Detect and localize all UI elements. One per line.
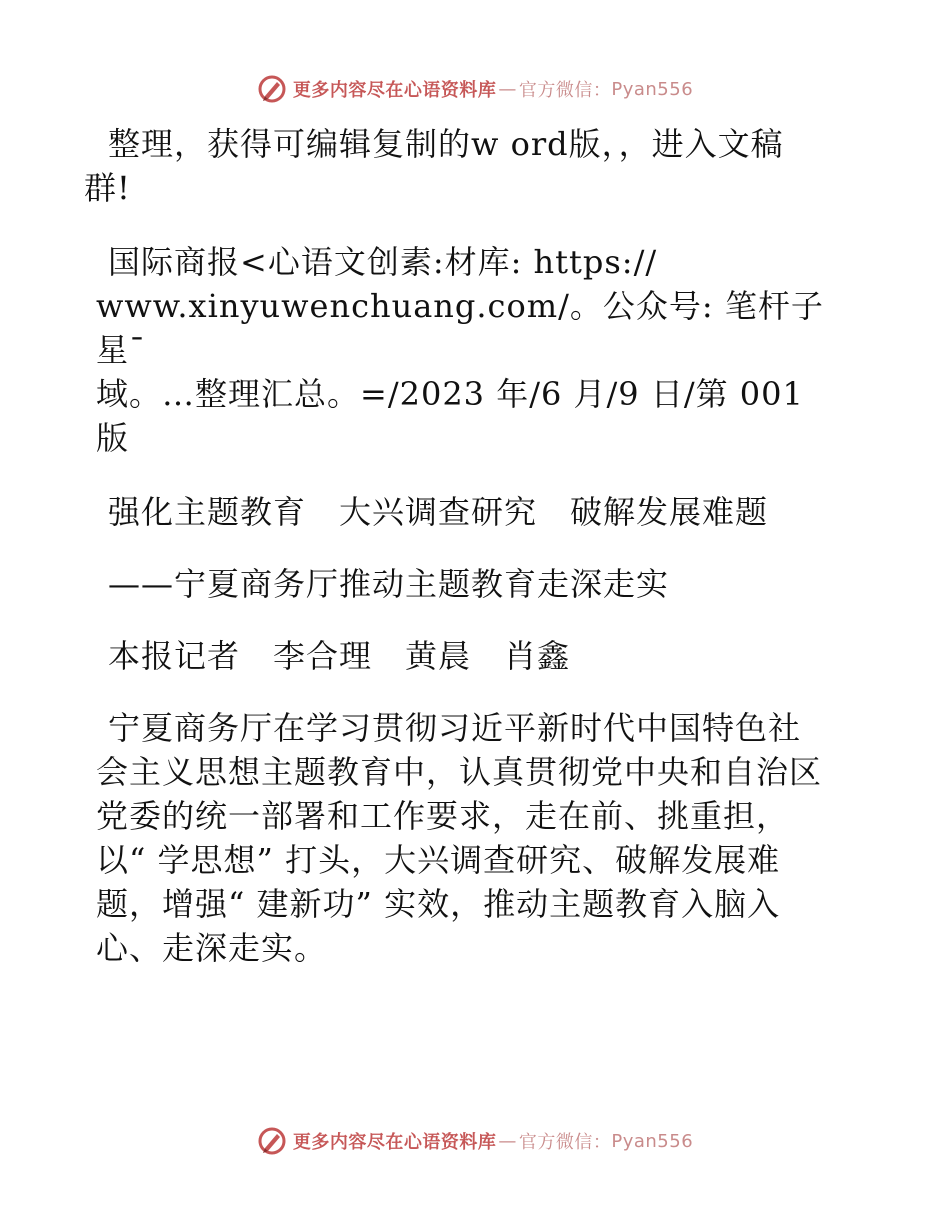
watermark-wechat-id: Pyan556 [611,1130,694,1152]
intro-line: 群! [84,169,131,207]
pen-logo-icon [257,1126,287,1156]
intro-paragraph [84,122,856,210]
footer-watermark [0,1124,950,1158]
source-paragraph [96,240,856,460]
source-line: 版 [96,419,130,457]
body-line: 会主义思想主题教育中，认真贯彻党中央和自治区 [96,753,823,791]
watermark-main-text: 更多内容尽在心语资料库 [292,80,497,101]
body-paragraph [96,706,856,970]
article-subtitle: ——宁夏商务厅推动主题教育走深走实 [108,565,670,603]
watermark-main-text: 更多内容尽在心语资料库 [292,1132,497,1153]
body-line: 党委的统一部署和工作要求，走在前、挑重担， [96,797,790,835]
pen-logo-icon [257,74,287,104]
source-line: www.xinyuwenchuang.com/。公众号: 笔杆子星¯ [96,287,824,369]
source-line: 域。…整理汇总。=/2023 年/6 月/9 日/第 001 [96,375,804,413]
intro-line: 整理，获得可编辑复制的w ord版，，进入文稿 [108,125,784,163]
watermark-separator: — [498,1130,517,1152]
body-line: 宁夏商务厅在学习贯彻习近平新时代中国特色社 [108,709,802,747]
watermark-wechat-id: Pyan556 [611,78,694,100]
body-line: 题，增强“ 建新功” 实效，推动主题教育入脑入 [96,885,781,923]
article-byline: 本报记者 李合理 黄晨 肖鑫 [108,637,571,675]
body-line: 心、走深走实。 [96,929,328,967]
article-title: 强化主题教育 大兴调查研究 破解发展难题 [108,493,769,531]
source-line: 国际商报<心语文创素:材库: https:// [108,243,658,281]
watermark-wechat-label: 官方微信： [518,1132,612,1153]
watermark-separator: — [498,78,517,100]
header-watermark [0,72,950,106]
watermark-wechat-label: 官方微信： [518,80,612,101]
body-line: 以“ 学思想” 打头，大兴调查研究、破解发展难 [96,841,781,879]
document-body [84,122,856,1000]
